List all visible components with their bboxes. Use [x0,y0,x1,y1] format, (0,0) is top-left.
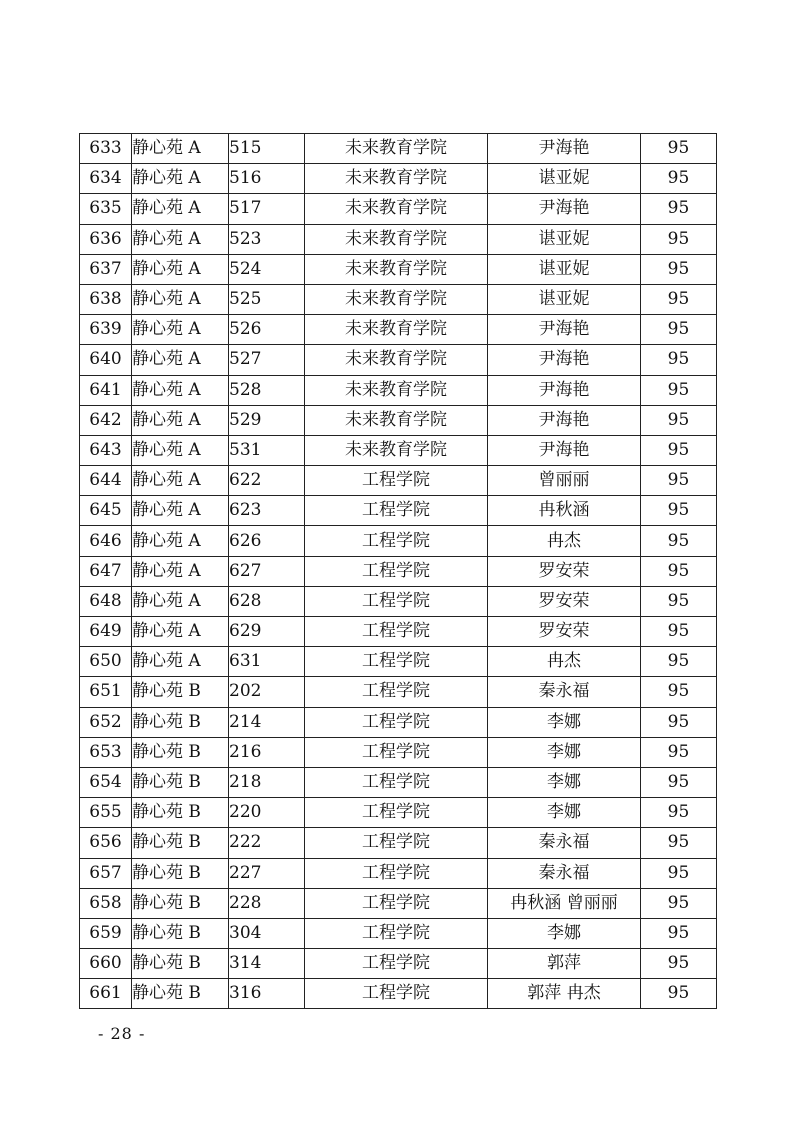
cell-score: 95 [641,284,717,314]
cell-number: 642 [80,405,132,435]
cell-building: 静心苑 A [132,647,229,677]
cell-instructor: 冉秋涵 曾丽丽 [488,888,641,918]
cell-room: 525 [229,284,305,314]
cell-college: 工程学院 [305,526,488,556]
cell-instructor: 秦永福 [488,677,641,707]
cell-score: 95 [641,435,717,465]
cell-building: 静心苑 A [132,134,229,164]
cell-score: 95 [641,798,717,828]
cell-instructor: 谌亚妮 [488,284,641,314]
cell-number: 656 [80,828,132,858]
cell-building: 静心苑 B [132,798,229,828]
cell-score: 95 [641,707,717,737]
table-row [80,134,717,164]
cell-instructor: 尹海艳 [488,405,641,435]
cell-building: 静心苑 A [132,556,229,586]
cell-room: 627 [229,556,305,586]
cell-number: 654 [80,767,132,797]
table-row [80,496,717,526]
cell-score: 95 [641,888,717,918]
cell-college: 未来教育学院 [305,284,488,314]
cell-building: 静心苑 B [132,979,229,1009]
cell-instructor: 曾丽丽 [488,466,641,496]
table-row [80,315,717,345]
cell-building: 静心苑 A [132,586,229,616]
cell-college: 未来教育学院 [305,435,488,465]
table-row [80,949,717,979]
table-row [80,284,717,314]
table-row [80,979,717,1009]
cell-building: 静心苑 A [132,345,229,375]
cell-instructor: 尹海艳 [488,435,641,465]
cell-score: 95 [641,918,717,948]
cell-building: 静心苑 B [132,677,229,707]
cell-college: 工程学院 [305,617,488,647]
cell-building: 静心苑 A [132,526,229,556]
cell-room: 304 [229,918,305,948]
table-row [80,647,717,677]
cell-instructor: 李娜 [488,918,641,948]
table-row [80,828,717,858]
cell-college: 未来教育学院 [305,315,488,345]
table-row [80,586,717,616]
cell-number: 655 [80,798,132,828]
dormitory-score-table [79,133,717,1009]
cell-instructor: 李娜 [488,798,641,828]
table-row [80,858,717,888]
cell-score: 95 [641,858,717,888]
cell-number: 649 [80,617,132,647]
cell-number: 652 [80,707,132,737]
cell-number: 645 [80,496,132,526]
cell-instructor: 郭萍 冉杰 [488,979,641,1009]
cell-score: 95 [641,556,717,586]
cell-number: 644 [80,466,132,496]
table-body [80,134,717,1009]
cell-college: 工程学院 [305,949,488,979]
cell-room: 220 [229,798,305,828]
cell-college: 工程学院 [305,677,488,707]
cell-college: 未来教育学院 [305,134,488,164]
cell-score: 95 [641,405,717,435]
cell-score: 95 [641,677,717,707]
cell-number: 637 [80,254,132,284]
table-row [80,405,717,435]
cell-room: 314 [229,949,305,979]
cell-room: 527 [229,345,305,375]
table-row [80,918,717,948]
cell-number: 647 [80,556,132,586]
cell-instructor: 尹海艳 [488,345,641,375]
cell-number: 640 [80,345,132,375]
cell-score: 95 [641,466,717,496]
cell-college: 工程学院 [305,979,488,1009]
cell-score: 95 [641,345,717,375]
table-row [80,164,717,194]
cell-number: 639 [80,315,132,345]
cell-building: 静心苑 A [132,254,229,284]
table-row [80,767,717,797]
cell-score: 95 [641,375,717,405]
cell-score: 95 [641,134,717,164]
cell-building: 静心苑 A [132,617,229,647]
cell-room: 222 [229,828,305,858]
cell-room: 623 [229,496,305,526]
table-row [80,888,717,918]
cell-instructor: 谌亚妮 [488,254,641,284]
cell-college: 工程学院 [305,586,488,616]
table-row [80,556,717,586]
cell-building: 静心苑 A [132,496,229,526]
cell-college: 工程学院 [305,828,488,858]
cell-college: 工程学院 [305,737,488,767]
table-row [80,254,717,284]
cell-room: 631 [229,647,305,677]
cell-building: 静心苑 A [132,194,229,224]
cell-score: 95 [641,315,717,345]
cell-building: 静心苑 B [132,949,229,979]
cell-room: 529 [229,405,305,435]
cell-instructor: 谌亚妮 [488,164,641,194]
cell-room: 622 [229,466,305,496]
cell-room: 316 [229,979,305,1009]
cell-college: 未来教育学院 [305,224,488,254]
cell-room: 626 [229,526,305,556]
cell-instructor: 罗安荣 [488,556,641,586]
cell-number: 648 [80,586,132,616]
cell-number: 650 [80,647,132,677]
cell-score: 95 [641,979,717,1009]
cell-number: 661 [80,979,132,1009]
table-row [80,345,717,375]
cell-room: 628 [229,586,305,616]
cell-instructor: 冉秋涵 [488,496,641,526]
cell-score: 95 [641,224,717,254]
cell-instructor: 秦永福 [488,858,641,888]
cell-number: 634 [80,164,132,194]
table-row [80,677,717,707]
cell-college: 工程学院 [305,707,488,737]
cell-number: 657 [80,858,132,888]
cell-number: 641 [80,375,132,405]
cell-instructor: 罗安荣 [488,617,641,647]
cell-score: 95 [641,949,717,979]
cell-college: 工程学院 [305,466,488,496]
cell-score: 95 [641,164,717,194]
cell-room: 523 [229,224,305,254]
cell-instructor: 冉杰 [488,647,641,677]
cell-score: 95 [641,767,717,797]
table-row [80,526,717,556]
cell-building: 静心苑 A [132,164,229,194]
cell-room: 524 [229,254,305,284]
cell-room: 214 [229,707,305,737]
cell-building: 静心苑 A [132,315,229,345]
cell-instructor: 李娜 [488,707,641,737]
cell-room: 516 [229,164,305,194]
cell-college: 未来教育学院 [305,345,488,375]
cell-score: 95 [641,647,717,677]
cell-college: 工程学院 [305,798,488,828]
cell-score: 95 [641,194,717,224]
cell-room: 227 [229,858,305,888]
cell-college: 工程学院 [305,918,488,948]
cell-college: 工程学院 [305,496,488,526]
cell-instructor: 尹海艳 [488,134,641,164]
cell-score: 95 [641,737,717,767]
cell-score: 95 [641,828,717,858]
cell-instructor: 尹海艳 [488,315,641,345]
cell-room: 526 [229,315,305,345]
cell-number: 659 [80,918,132,948]
cell-score: 95 [641,617,717,647]
cell-college: 工程学院 [305,858,488,888]
cell-building: 静心苑 A [132,435,229,465]
table-row [80,466,717,496]
cell-instructor: 尹海艳 [488,375,641,405]
cell-room: 629 [229,617,305,647]
table-row [80,224,717,254]
cell-room: 517 [229,194,305,224]
cell-college: 工程学院 [305,647,488,677]
cell-instructor: 郭萍 [488,949,641,979]
table-row [80,798,717,828]
cell-score: 95 [641,254,717,284]
cell-building: 静心苑 A [132,405,229,435]
cell-building: 静心苑 A [132,284,229,314]
table-row [80,707,717,737]
table-row [80,375,717,405]
cell-score: 95 [641,496,717,526]
cell-college: 工程学院 [305,888,488,918]
cell-college: 未来教育学院 [305,375,488,405]
table-row [80,737,717,767]
cell-score: 95 [641,526,717,556]
cell-number: 651 [80,677,132,707]
cell-building: 静心苑 B [132,888,229,918]
cell-number: 643 [80,435,132,465]
cell-building: 静心苑 B [132,828,229,858]
cell-building: 静心苑 B [132,737,229,767]
cell-college: 未来教育学院 [305,405,488,435]
cell-building: 静心苑 B [132,918,229,948]
cell-building: 静心苑 A [132,466,229,496]
cell-number: 660 [80,949,132,979]
cell-number: 653 [80,737,132,767]
cell-college: 未来教育学院 [305,194,488,224]
cell-number: 633 [80,134,132,164]
page-number: - 28 - [98,1024,146,1043]
cell-college: 工程学院 [305,556,488,586]
cell-room: 515 [229,134,305,164]
cell-instructor: 李娜 [488,737,641,767]
cell-room: 218 [229,767,305,797]
cell-room: 228 [229,888,305,918]
cell-instructor: 尹海艳 [488,194,641,224]
cell-building: 静心苑 B [132,707,229,737]
cell-college: 未来教育学院 [305,164,488,194]
cell-number: 658 [80,888,132,918]
cell-room: 528 [229,375,305,405]
table-row [80,194,717,224]
cell-room: 202 [229,677,305,707]
cell-instructor: 罗安荣 [488,586,641,616]
cell-room: 531 [229,435,305,465]
cell-instructor: 李娜 [488,767,641,797]
table-row [80,617,717,647]
cell-score: 95 [641,586,717,616]
cell-building: 静心苑 A [132,375,229,405]
cell-room: 216 [229,737,305,767]
cell-building: 静心苑 B [132,767,229,797]
cell-building: 静心苑 B [132,858,229,888]
table-row [80,435,717,465]
cell-college: 工程学院 [305,767,488,797]
cell-number: 646 [80,526,132,556]
cell-number: 635 [80,194,132,224]
cell-number: 638 [80,284,132,314]
cell-college: 未来教育学院 [305,254,488,284]
cell-instructor: 谌亚妮 [488,224,641,254]
cell-number: 636 [80,224,132,254]
cell-instructor: 秦永福 [488,828,641,858]
cell-instructor: 冉杰 [488,526,641,556]
cell-building: 静心苑 A [132,224,229,254]
